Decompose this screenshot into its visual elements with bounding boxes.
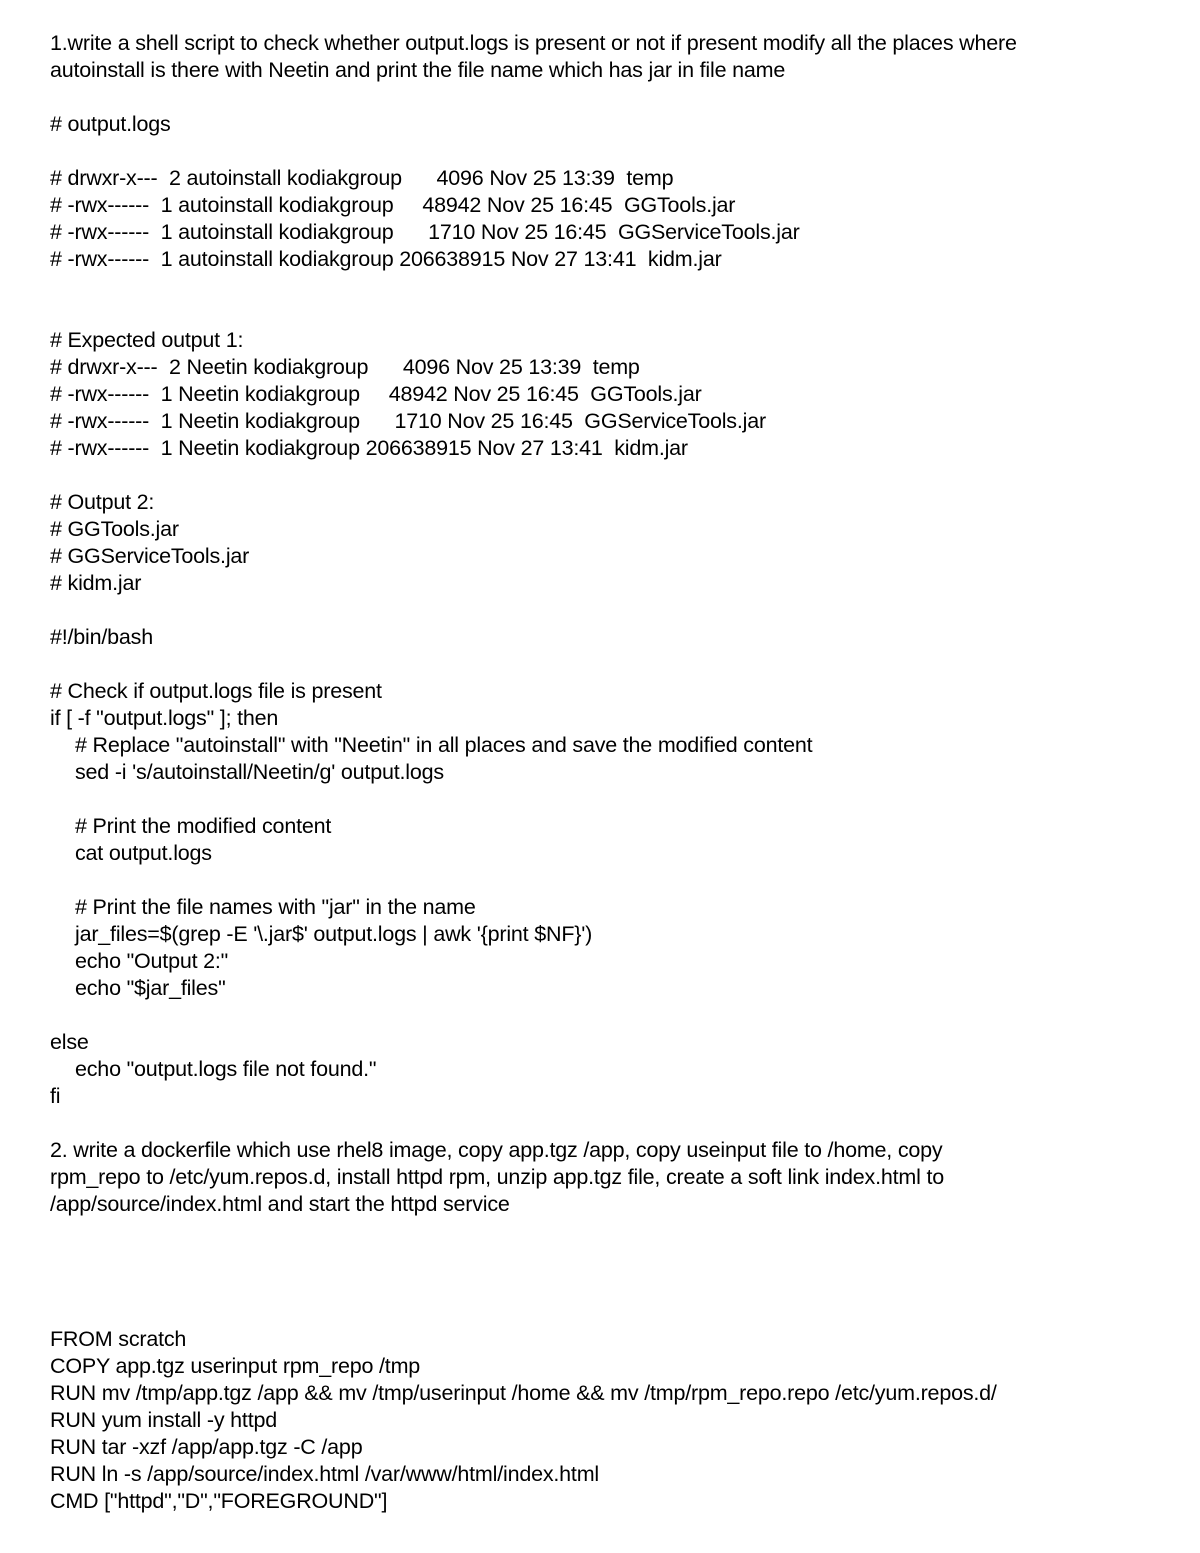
spacer (50, 300, 1150, 327)
output2-line: # GGServiceTools.jar (50, 544, 250, 568)
script-check-comment: # Check if output.logs file is present (50, 679, 382, 703)
dockerfile-line: RUN yum install -y httpd (50, 1408, 277, 1432)
dockerfile-line: RUN tar -xzf /app/app.tgz -C /app (50, 1435, 363, 1459)
script-cat-line: cat output.logs (75, 841, 212, 865)
expected1-line: # -rwx------ 1 Neetin kodiakgroup 48942 Nov 25 16:45 GGTools.jar (50, 382, 702, 406)
dockerfile-line: FROM scratch (50, 1327, 187, 1351)
dockerfile-line: RUN mv /tmp/app.tgz /app && mv /tmp/userinput /home && mv /tmp/rpm_repo.repo /etc/yum.repos.d/ (50, 1381, 997, 1405)
spacer (50, 1110, 1150, 1137)
spacer (50, 1218, 1150, 1245)
spacer (50, 1299, 1150, 1326)
output2-title: # Output 2: (50, 490, 155, 514)
task2-question-line-3: /app/source/index.html and start the httpd service (50, 1192, 510, 1216)
spacer (50, 84, 1150, 111)
script-replace-comment: # Replace "autoinstall" with "Neetin" in all places and save the modified content (75, 733, 813, 757)
script-fi-line: fi (50, 1084, 61, 1108)
output2-line: # kidm.jar (50, 571, 142, 595)
spacer (50, 597, 1150, 624)
script-if-line: if [ -f "output.logs" ]; then (50, 706, 279, 730)
output2-line: # GGTools.jar (50, 517, 179, 541)
input-line: # -rwx------ 1 autoinstall kodiakgroup 48942 Nov 25 16:45 GGTools.jar (50, 193, 736, 217)
input-title: # output.logs (50, 112, 171, 136)
script-print-comment: # Print the modified content (75, 814, 332, 838)
spacer (50, 1272, 1150, 1299)
input-line: # drwxr-x--- 2 autoinstall kodiakgroup 4096 Nov 25 13:39 temp (50, 166, 674, 190)
spacer (50, 867, 1150, 894)
dockerfile-line: CMD ["httpd","D","FOREGROUND"] (50, 1489, 388, 1513)
spacer (50, 1002, 1150, 1029)
spacer (50, 138, 1150, 165)
task1-question-line-2: autoinstall is there with Neetin and print the file name which has jar in file name (50, 58, 786, 82)
script-echo-jar-files: echo "$jar_files" (75, 976, 226, 1000)
script-sed-line: sed -i 's/autoinstall/Neetin/g' output.logs (75, 760, 444, 784)
script-else-line: else (50, 1030, 89, 1054)
dockerfile-line: RUN ln -s /app/source/index.html /var/www/html/index.html (50, 1462, 599, 1486)
input-line: # -rwx------ 1 autoinstall kodiakgroup 206638915 Nov 27 13:41 kidm.jar (50, 247, 722, 271)
document-page (50, 30, 1150, 1515)
expected1-line: # -rwx------ 1 Neetin kodiakgroup 1710 Nov 25 16:45 GGServiceTools.jar (50, 409, 766, 433)
script-echo-not-found: echo "output.logs file not found." (75, 1057, 377, 1081)
expected1-line: # -rwx------ 1 Neetin kodiakgroup 206638915 Nov 27 13:41 kidm.jar (50, 436, 688, 460)
spacer (50, 786, 1150, 813)
shebang-line: #!/bin/bash (50, 625, 153, 649)
script-names-comment: # Print the file names with "jar" in the name (75, 895, 476, 919)
script-echo-output2: echo "Output 2:" (75, 949, 229, 973)
expected1-line: # drwxr-x--- 2 Neetin kodiakgroup 4096 Nov 25 13:39 temp (50, 355, 640, 379)
spacer (50, 273, 1150, 300)
spacer (50, 462, 1150, 489)
spacer (50, 1245, 1150, 1272)
script-jar-files-line: jar_files=$(grep -E '\.jar$' output.logs | awk '{print $NF}') (75, 922, 593, 946)
task2-question-line-2: rpm_repo to /etc/yum.repos.d, install httpd rpm, unzip app.tgz file, create a soft link index.html to (50, 1165, 944, 1189)
dockerfile-line: COPY app.tgz userinput rpm_repo /tmp (50, 1354, 421, 1378)
spacer (50, 651, 1150, 678)
task2-question-line-1: 2. write a dockerfile which use rhel8 image, copy app.tgz /app, copy useinput file to /home, copy (50, 1138, 943, 1162)
task1-question-line-1: 1.write a shell script to check whether output.logs is present or not if present modify all the places where (50, 31, 1017, 55)
input-line: # -rwx------ 1 autoinstall kodiakgroup 1710 Nov 25 16:45 GGServiceTools.jar (50, 220, 800, 244)
expected1-title: # Expected output 1: (50, 328, 244, 352)
